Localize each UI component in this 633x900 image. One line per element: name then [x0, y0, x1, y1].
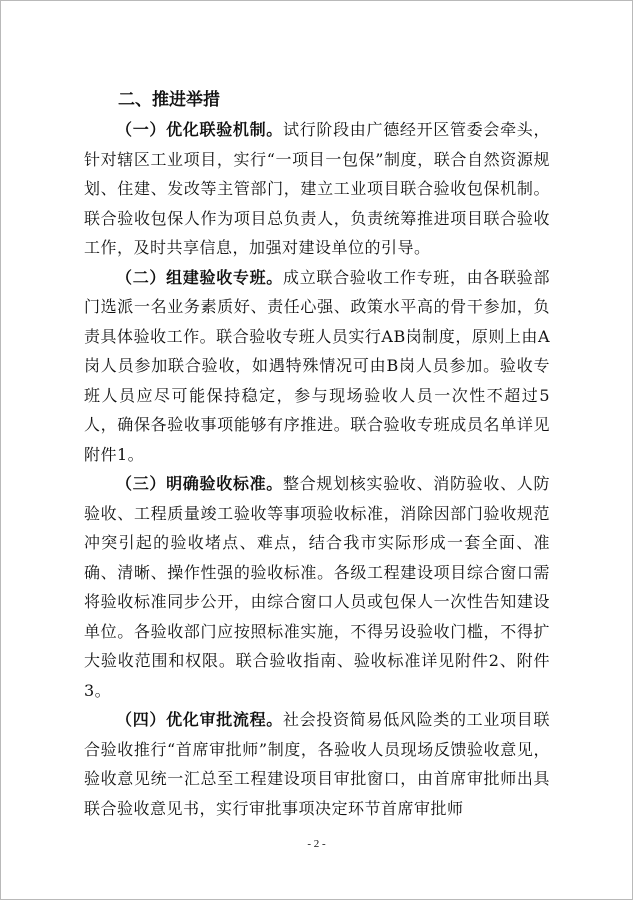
paragraph-item-1 — [84, 115, 550, 263]
item-4-lead: （四）优化审批流程。 — [116, 710, 283, 729]
item-1-body: 试行阶段由广德经开区管委会牵头，针对辖区工业项目，实行“一项目一包保”制度，联合自然资源规划、住建、发改等主管部门，建立工业项目联合验收包保机制。联合验收包保人作为项目总负责人，负责统筹推进项目联合验收工作，及时共享信息，加强对建设单位的引导。 — [84, 120, 550, 257]
paragraph-item-4 — [84, 705, 550, 823]
paragraph-item-2 — [84, 263, 550, 470]
item-1-lead: （一）优化联验机制。 — [116, 120, 283, 139]
page-number: - 2 - — [307, 838, 326, 850]
item-3-lead: （三）明确验收标准。 — [116, 474, 283, 493]
item-2-lead: （二）组建验收专班。 — [116, 267, 283, 287]
item-4-body: 社会投资简易低风险类的工业项目联合验收推行“首席审批师”制度，各验收人员现场反馈验收意见，验收意见统一汇总至工程建设项目审批窗口，由首席审批师出具联合验收意见书，实行审批事项决定环节首席审批师 — [84, 710, 550, 818]
item-3-body: 整合规划核实验收、消防验收、人防验收、工程质量竣工验收等事项验收标准，消除因部门验收规范冲突引起的验收堵点、难点，结合我市实际形成一套全面、准确、清晰、操作性强的验收标准。各级工程建设项目综合窗口需将验收标准同步公开，由综合窗口人员或包保人一次性告知建设单位。各验收部门应按照标准实施，不得另设验收门槛，不得扩大验收范围和权限。联合验收指南、验收标准详见附件2、附件3。 — [84, 474, 550, 700]
paragraph-item-3 — [84, 469, 550, 705]
section-heading: 二、推进举措 — [118, 90, 220, 110]
document-body — [84, 86, 550, 823]
item-2-body: 成立联合验收工作专班，由各联验部门选派一名业务素质好、责任心强、政策水平高的骨干参加，负责具体验收工作。联合验收专班人员实行AB岗制度，原则上由A岗人员参加联合验收，如遇特殊情况可由B岗人员参加。验收专班人员应尽可能保持稳定，参与现场验收人员一次性不超过5人，确保各验收事项能够有序推进。联合验收专班成员名单详见附件1。 — [84, 267, 550, 464]
